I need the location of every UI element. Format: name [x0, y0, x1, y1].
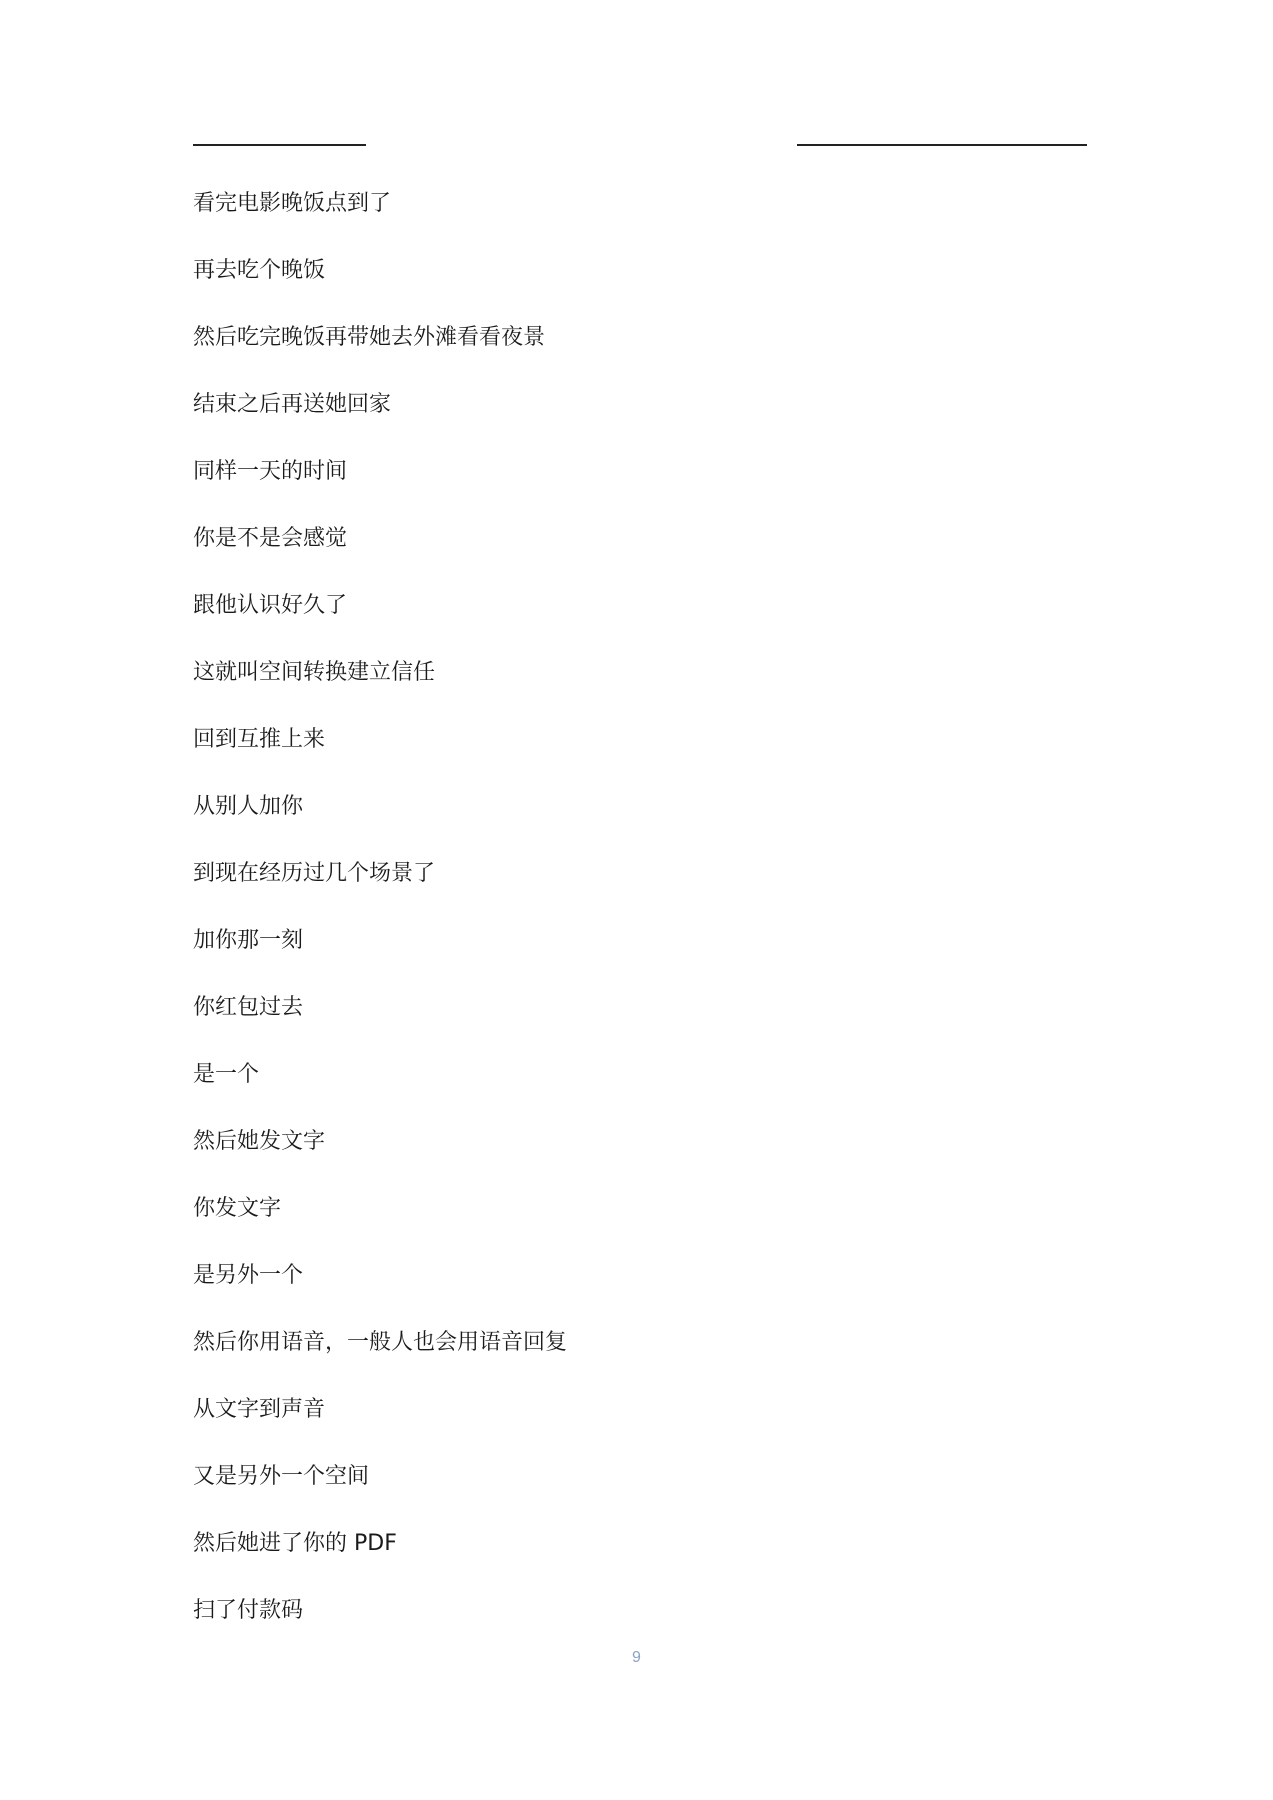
text-line: 加你那一刻	[193, 928, 304, 953]
text-line: 扫了付款码	[193, 1598, 304, 1623]
text-line: 然后吃完晚饭再带她去外滩看看夜景	[193, 325, 546, 350]
text-line: 然后你用语音，一般人也会用语音回复	[193, 1330, 568, 1355]
text-line: 是另外一个	[193, 1263, 304, 1288]
page-number: 9	[632, 1649, 641, 1666]
document-body	[193, 186, 1093, 1660]
text-line: 然后她发文字	[193, 1129, 326, 1154]
text-line: 从文字到声音	[193, 1397, 326, 1422]
text-line: 从别人加你	[193, 794, 304, 819]
text-line: 看完电影晚饭点到了	[193, 191, 392, 216]
header-rule-right	[797, 144, 1087, 146]
text-line: 是一个	[193, 1062, 260, 1087]
text-line: 这就叫空间转换建立信任	[193, 660, 436, 685]
text-line: 然后她进了你的 PDF	[193, 1531, 397, 1556]
text-line: 跟他认识好久了	[193, 593, 348, 618]
text-line: 同样一天的时间	[193, 459, 348, 484]
text-line: 到现在经历过几个场景了	[193, 861, 436, 886]
header-rule-left	[193, 144, 366, 146]
text-line: 你发文字	[193, 1196, 282, 1221]
text-line: 你红包过去	[193, 995, 304, 1020]
text-line: 回到互推上来	[193, 727, 326, 752]
text-line: 又是另外一个空间	[193, 1464, 370, 1489]
text-line: 你是不是会感觉	[193, 526, 348, 551]
text-line: 再去吃个晚饭	[193, 258, 326, 283]
text-line: 结束之后再送她回家	[193, 392, 392, 417]
